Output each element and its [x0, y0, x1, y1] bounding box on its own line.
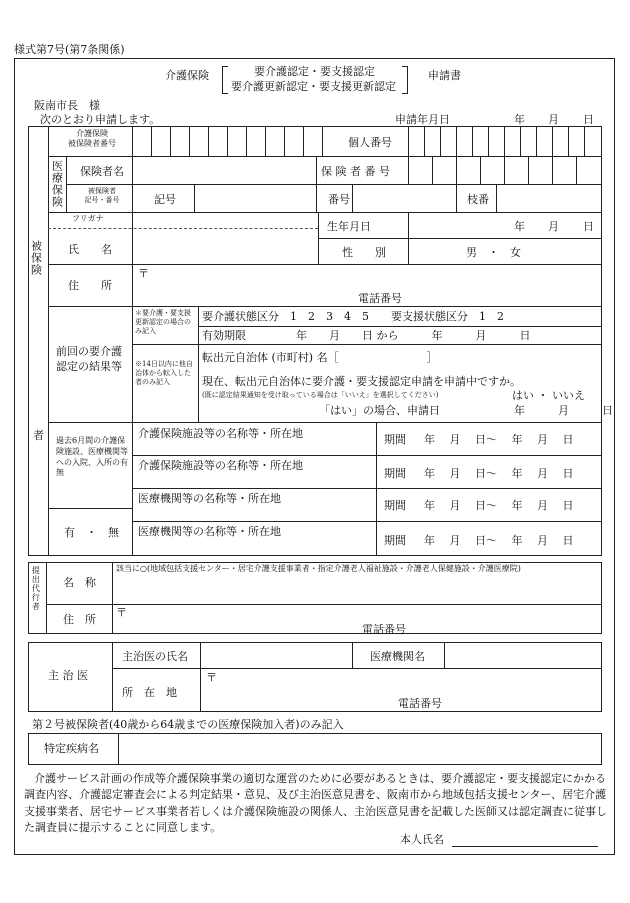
facility-presence[interactable]: 有 ・ 無 — [64, 526, 119, 539]
birth-month[interactable]: 月 — [548, 220, 559, 233]
facility-row-period-label: 期間 — [384, 499, 406, 512]
doctor-phone-label: 電話番号 — [398, 697, 442, 710]
facility-row-period[interactable]: 年 月 日～ 年 月 日 — [424, 433, 574, 446]
addressee: 阪南市長 様 — [34, 99, 100, 112]
birth-day[interactable]: 日 — [583, 220, 594, 233]
intro-text: 次のとおり申請します。 — [40, 113, 161, 126]
previous-note-transfer: ※14日以内に他自治体から転入した者のみ記入 — [135, 360, 193, 386]
title-suffix: 申請書 — [428, 69, 461, 82]
transfer-note: (既に認定結果通知を受け取っている場合は「いいえ」を選択してください) — [202, 391, 439, 399]
agent-side-label: 提出代行者 — [31, 566, 41, 611]
insurer-number-label: 保 険 者 番 号 — [321, 165, 390, 178]
application-date-year[interactable]: 年 — [514, 113, 525, 126]
title-option-1[interactable]: 要介護認定・要支援認定 — [254, 65, 375, 78]
insured-phone-label: 電話番号 — [358, 292, 402, 305]
kigo-label: 記号 — [154, 193, 176, 206]
title-prefix: 介護保険 — [165, 69, 209, 82]
transfer-municipality[interactable]: 転出元自治体 (市町村) 名［ ］ — [202, 351, 438, 364]
valid-period-range[interactable]: 年 月 日 から 年 月 日 — [296, 329, 531, 342]
insured-mark-number-label: 被保険者 記号・番号 — [84, 187, 120, 204]
form-number: 様式第7号(第7条関係) — [14, 43, 125, 56]
insured-side-label-2: 者 — [33, 429, 44, 442]
facility-history-label: 過去6月間の介護保険施設、医療機関等への入院、入所の有無 — [56, 436, 128, 478]
doctor-block — [28, 642, 602, 712]
facility-row-period[interactable]: 年 月 日～ 年 月 日 — [424, 467, 574, 480]
application-date-month[interactable]: 月 — [548, 113, 559, 126]
insurer-name-label: 保険者名 — [80, 165, 124, 178]
personal-number-label: 個人番号 — [348, 136, 392, 149]
doctor-name-label: 主治医の氏名 — [122, 650, 188, 663]
care-number-label: 介護保険 被保険者番号 — [68, 129, 116, 148]
disease-block — [28, 733, 602, 765]
transfer-question: 現在、転出元自治体に要介護・要支援認定申請を申請中ですか。 — [202, 375, 521, 388]
name-label: 氏 名 — [68, 243, 112, 256]
doctor-postal-mark: 〒 — [206, 671, 217, 684]
facility-row-period-label: 期間 — [384, 467, 406, 480]
sex-options[interactable]: 男 ・ 女 — [466, 246, 521, 259]
agent-address-label: 住 所 — [63, 613, 96, 626]
doctor-address-label: 所 在 地 — [122, 686, 177, 699]
medical-insurance-side: 医療保険 — [50, 160, 64, 208]
bango-label: 番号 — [328, 193, 350, 206]
edaban-label: 枝番 — [467, 193, 489, 206]
agent-type-note[interactable]: 該当に○(地域包括支援センター・居宅介護支援事業者・指定介護老人福祉施設・介護老人保健施設・介護医療院) — [116, 564, 521, 573]
agent-name-label: 名 称 — [63, 576, 96, 589]
previous-note-renewal: ＊要介護・要支援更新認定の場合のみ記入 — [135, 309, 191, 335]
transfer-yes-date[interactable]: 年 月 日 — [514, 404, 613, 417]
signature-label: 本人氏名 — [400, 833, 444, 846]
application-date-label: 申請年月日 — [395, 113, 450, 126]
title-bracket-left — [222, 66, 228, 94]
facility-row-name: 介護保険施設等の名称等・所在地 — [138, 427, 303, 440]
application-date-day[interactable]: 日 — [583, 113, 594, 126]
address-label: 住 所 — [68, 279, 112, 292]
insured-side-label: 被保険 — [29, 240, 43, 276]
consent-text: 介護サービス計画の作成等介護保険事業の適切な運営のために必要があるときは、要介護認定・要支援認定にかかる調査内容、介護認定審査会による判定結果・意見、及び主治医意見書を、阪南市から地域包括支援センター、居宅介護支援事業者、居宅サービス事業者若しくは介護保険施設の関係人、主治医意見書を記載した医師又は認定調査に従事した調査員に提示することに同意します。 — [24, 772, 607, 834]
facility-row-period-label: 期間 — [384, 534, 406, 547]
agent-postal-mark: 〒 — [116, 606, 127, 619]
signature-line[interactable] — [452, 846, 598, 847]
agent-phone-label: 電話番号 — [362, 623, 406, 636]
sex-label: 性 別 — [342, 246, 386, 259]
transfer-yes-no[interactable]: はい ・ いいえ — [512, 389, 585, 402]
insured-side-divider — [48, 126, 49, 556]
title-bracket-right — [402, 66, 408, 94]
birth-year[interactable]: 年 — [514, 220, 525, 233]
facility-row-name: 介護保険施設等の名称等・所在地 — [138, 459, 303, 472]
type2-note: 第２号被保険者(40歳から64歳までの医療保険加入者)のみ記入 — [32, 718, 344, 731]
doctor-institution-label: 医療機関名 — [370, 650, 425, 663]
previous-result-label: 前回の要介護認定の結果等 — [56, 345, 122, 374]
title-option-2[interactable]: 要介護更新認定・要支援更新認定 — [231, 80, 396, 93]
care-level-options[interactable]: 要介護状態区分 1 2 3 4 5 要支援状態区分 1 2 — [202, 310, 504, 323]
facility-row-period[interactable]: 年 月 日～ 年 月 日 — [424, 534, 574, 547]
disease-label: 特定疾病名 — [44, 742, 99, 755]
facility-row-name: 医療機関等の名称等・所在地 — [138, 492, 281, 505]
valid-period-label: 有効期限 — [202, 329, 246, 342]
birthdate-label: 生年月日 — [327, 220, 371, 233]
furigana-label: フリガナ — [72, 214, 104, 223]
insured-postal-mark: 〒 — [138, 267, 149, 280]
facility-row-period-label: 期間 — [384, 433, 406, 446]
facility-row-period[interactable]: 年 月 日～ 年 月 日 — [424, 499, 574, 512]
transfer-yes-date-label: 「はい」の場合、申請日 — [319, 404, 440, 417]
facility-row-name: 医療機関等の名称等・所在地 — [138, 525, 281, 538]
doctor-label: 主 治 医 — [48, 669, 88, 682]
